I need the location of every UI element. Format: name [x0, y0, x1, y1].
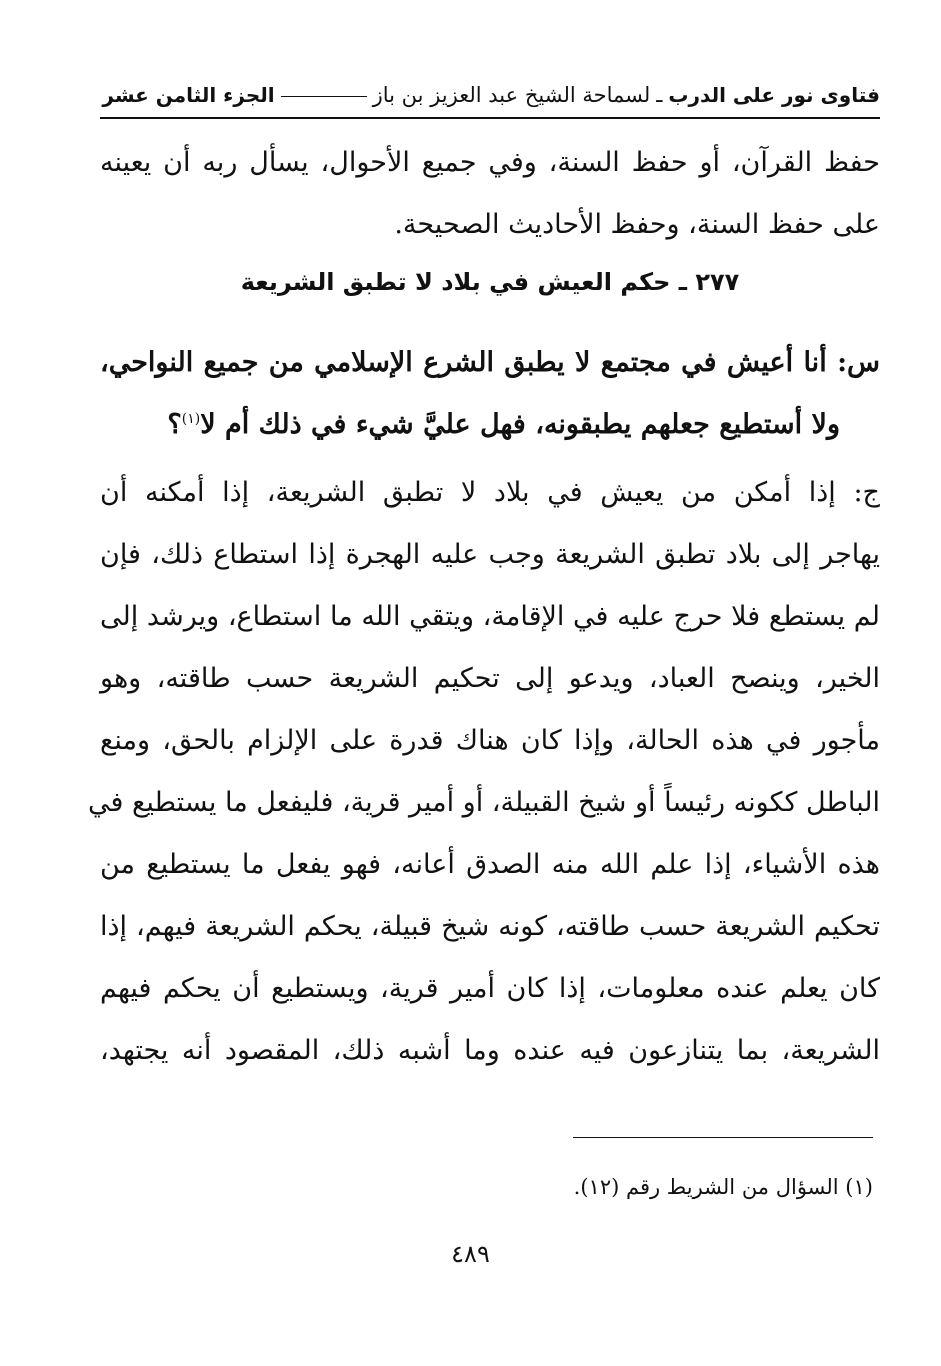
- intro-line: حفظ القرآن، أو حفظ السنة، وفي جميع الأحوال، يسأل ربه أن يعينه: [100, 147, 880, 178]
- question-line: [100, 391, 880, 447]
- answer-line: تحكيم الشريعة حسب طاقته، كونه شيخ قبيلة، يحكم الشريعة فيهم، إذا: [100, 911, 880, 942]
- answer-line: مأجور في هذه الحالة، وإذا كان هناك قدرة على الإلزام بالحق، ومنع: [100, 725, 880, 756]
- intro-paragraph: [100, 132, 880, 256]
- answer-line: الشريعة، بما يتنازعون فيه عنده وما أشبه ذلك، المقصود أنه يجتهد،: [100, 1035, 880, 1066]
- question-line: س: أنا أعيش في مجتمع لا يطبق الشرع الإسلامي من جميع النواحي،: [100, 347, 880, 378]
- question-block: [100, 335, 880, 447]
- question-text: ولا أستطيع جعلهم يطبقونه، فهل عليَّ شيء في ذلك أم لا: [200, 409, 840, 440]
- intro-line: على حفظ السنة، وحفظ الأحاديث الصحيحة.: [394, 209, 880, 240]
- running-header: [100, 78, 880, 112]
- header-rule: [100, 117, 880, 119]
- answer-line: كان يعلم عنده معلومات، إذا كان أمير قرية، ويستطيع أن يحكم فيهم: [100, 973, 880, 1004]
- answer-line: يهاجر إلى بلاد تطبق الشريعة وجب عليه الهجرة إذا استطاع ذلك، فإن: [100, 539, 880, 570]
- footnote: (١) السؤال من الشريط رقم (١٢).: [573, 1175, 873, 1199]
- header-separator-line: [281, 96, 367, 97]
- book-title: فتاوى نور على الدرب: [668, 83, 880, 107]
- answer-line: لم يستطع فلا حرج عليه في الإقامة، ويتقي الله ما استطاع، ويرشد إلى: [100, 601, 880, 632]
- answer-line: هذه الأشياء، إذا علم الله منه الصدق أعانه، فهو يفعل ما يستطيع من: [100, 849, 880, 880]
- page-number: ٤٨٩: [451, 1240, 490, 1268]
- author-name: لسماحة الشيخ عبد العزيز بن باز: [372, 83, 651, 107]
- answer-paragraph: [88, 462, 880, 1082]
- answer-line: ج: إذا أمكن من يعيش في بلاد لا تطبق الشريعة، إذا أمكنه أن: [100, 477, 880, 508]
- footnote-reference[interactable]: (١): [181, 411, 201, 427]
- section-title: ٢٧٧ ـ حكم العيش في بلاد لا تطبق الشريعة: [240, 268, 740, 296]
- header-dash: ـ: [656, 83, 663, 107]
- footnote-separator: [573, 1137, 873, 1138]
- volume-label: الجزء الثامن عشر: [102, 83, 275, 107]
- answer-line: الخير، وينصح العباد، ويدعو إلى تحكيم الشريعة حسب طاقته، وهو: [100, 663, 880, 694]
- answer-line: الباطل ككونه رئيساً أو شيخ القبيلة، أو أمير قرية، فليفعل ما يستطيع في: [88, 787, 880, 818]
- question-mark: ؟: [167, 409, 182, 440]
